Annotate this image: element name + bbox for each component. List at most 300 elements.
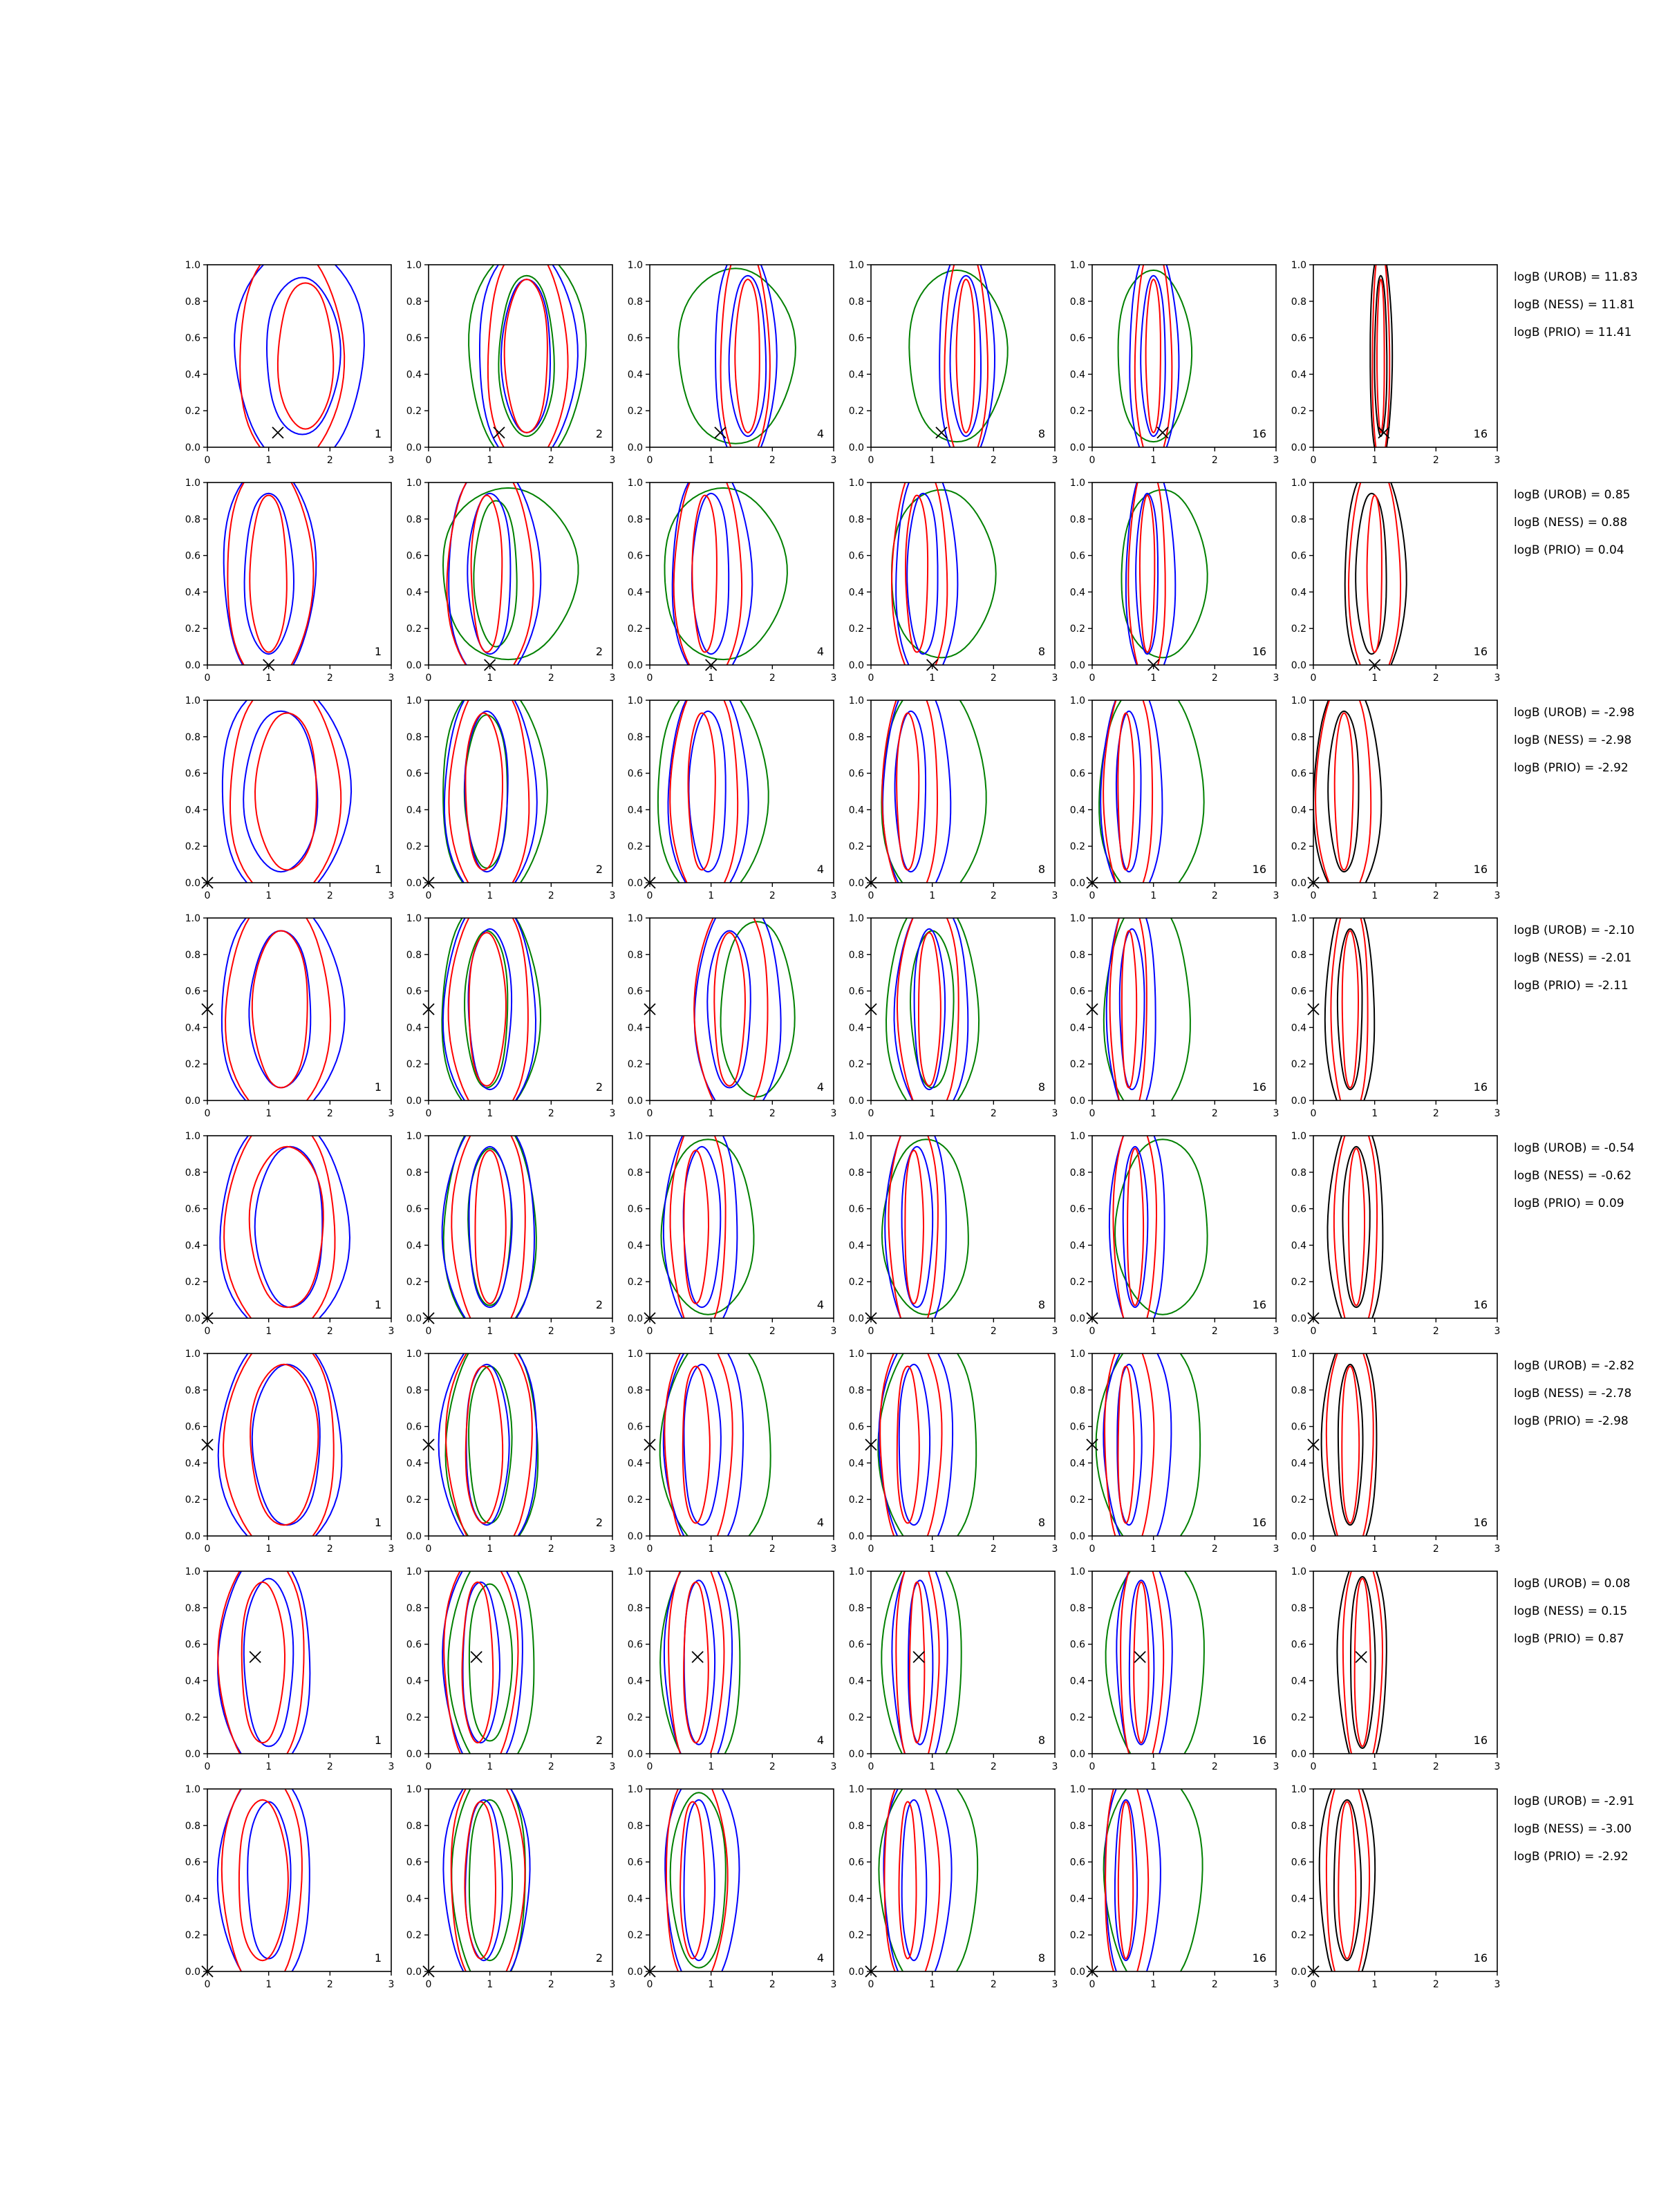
y-tick-label: 0.6 [1291,768,1306,780]
x-tick-label: 0 [868,1108,874,1119]
y-tick-label: 1.0 [627,1784,643,1795]
y-tick-label: 0.8 [185,1602,200,1614]
y-tick-label: 0.4 [406,805,422,816]
contour-group [892,465,996,684]
x-tick-label: 2 [1432,673,1439,684]
contour-red [505,279,547,433]
x-tick-label: 3 [609,1544,616,1555]
y-tick-label: 0.6 [848,1421,864,1433]
axes-frame [871,700,1055,883]
x-tick-label: 0 [425,455,432,466]
contour-blue [1141,276,1165,436]
x-tick-label: 1 [929,1761,936,1772]
y-tick-label: 0.4 [406,369,422,381]
y-tick-label: 0.8 [406,949,422,961]
y-tick-label: 0.4 [406,1676,422,1687]
true-value-marker [692,1651,703,1662]
y-tick-label: 0.2 [1069,841,1085,853]
x-tick-label: 3 [1494,1326,1501,1337]
contour-blue [684,1147,721,1307]
x-tick-label: 3 [388,673,395,684]
contour-green [665,488,787,659]
y-tick-label: 0.2 [848,624,864,635]
y-tick-label: 0.8 [185,731,200,743]
y-tick-label: 0.6 [1069,1639,1085,1651]
y-tick-label: 0.4 [627,1458,643,1470]
axes-frame [207,1789,391,1971]
contour-red [1118,1802,1133,1959]
panel-count-label: 16 [1473,1516,1488,1529]
x-tick-label: 2 [326,1544,333,1555]
y-tick-label: 0.8 [1069,1820,1085,1832]
y-tick-label: 0.0 [1291,1531,1306,1542]
y-tick-label: 0.4 [1069,1458,1085,1470]
y-tick-label: 0.0 [848,1531,864,1542]
y-tick-label: 0.6 [185,986,200,997]
contour-group [220,1118,350,1337]
panel-r7-c5 [1070,1553,1280,1772]
logb-annotation: logB (PRIO) = 0.09 [1514,1197,1624,1210]
y-tick-label: 0.6 [1069,1203,1085,1215]
panel-r3-c2 [406,682,616,901]
axes-frame [650,1789,834,1971]
y-tick-label: 1.0 [627,1566,643,1577]
contour-blue [449,465,541,684]
contour-red [957,279,975,433]
y-tick-label: 0.8 [848,949,864,961]
x-tick-label: 1 [265,1979,272,1990]
contour-red [683,1367,710,1524]
x-tick-label: 0 [1310,1979,1317,1990]
x-tick-label: 1 [1371,1979,1378,1990]
panel-count-label: 2 [595,427,603,440]
x-tick-label: 1 [708,1544,715,1555]
y-tick-label: 0.0 [1291,1313,1306,1324]
x-tick-label: 0 [1089,1326,1096,1337]
contour-red [1349,1149,1365,1306]
y-tick-label: 0.8 [1291,1167,1306,1179]
x-tick-label: 3 [830,1979,837,1990]
contour-group [443,1771,529,1990]
contour-red [239,1800,288,1960]
x-tick-label: 0 [1089,1544,1096,1555]
panel-count-label: 4 [816,863,824,876]
contour-green [878,1335,976,1555]
y-tick-label: 0.6 [627,332,643,344]
true-value-marker [272,427,283,438]
panel-count-label: 16 [1252,645,1266,658]
contour-red [692,496,717,653]
x-tick-label: 3 [1051,890,1058,901]
y-tick-label: 0.2 [406,1277,422,1288]
x-tick-label: 1 [487,1326,494,1337]
x-tick-label: 0 [646,1108,653,1119]
y-tick-label: 0.4 [1069,369,1085,381]
x-tick-label: 0 [204,1108,211,1119]
x-tick-label: 2 [769,1761,776,1772]
y-tick-label: 0.2 [185,1277,200,1288]
contour-red [897,1367,919,1524]
y-tick-label: 0.4 [848,369,864,381]
x-tick-label: 3 [1273,1761,1280,1772]
contour-blue [664,1118,738,1337]
contour-blue [1123,1147,1148,1307]
axes-frame [1092,482,1276,665]
contour-red [451,1771,525,1990]
y-tick-label: 0.0 [1291,1096,1306,1107]
x-tick-label: 0 [425,1326,432,1337]
contour-group [881,682,986,901]
y-tick-label: 1.0 [1291,1566,1306,1577]
contour-group [1325,900,1374,1119]
y-tick-label: 0.6 [627,768,643,780]
x-tick-label: 3 [388,1544,395,1555]
y-tick-label: 0.4 [1291,1893,1306,1905]
x-tick-label: 1 [487,673,494,684]
x-tick-label: 3 [609,1326,616,1337]
y-tick-label: 1.0 [1291,1784,1306,1795]
panel-count-label: 8 [1038,1516,1045,1529]
y-tick-label: 0.6 [1069,1857,1085,1868]
x-tick-label: 3 [830,1544,837,1555]
contour-black [1325,900,1374,1119]
y-tick-label: 1.0 [848,260,864,271]
y-tick-label: 0.4 [185,1240,200,1252]
y-tick-label: 0.0 [627,878,643,889]
panel-r7-c2 [406,1553,616,1772]
y-tick-label: 0.2 [1069,1930,1085,1942]
panel-r6-c5 [1070,1335,1280,1555]
x-tick-label: 1 [708,1326,715,1337]
y-tick-label: 0.8 [1069,1167,1085,1179]
y-tick-label: 0.4 [848,1893,864,1905]
axes-frame [1313,918,1497,1100]
y-tick-label: 0.6 [185,768,200,780]
logb-annotation: logB (UROB) = -2.91 [1514,1794,1635,1808]
logb-annotation: logB (PRIO) = 0.04 [1514,543,1624,557]
y-tick-label: 0.2 [627,406,643,418]
axes-frame [1313,1571,1497,1754]
y-tick-label: 0.6 [1291,550,1306,562]
y-tick-label: 0.8 [848,514,864,525]
contour-blue [234,247,364,466]
panel-count-label: 16 [1473,645,1488,658]
y-tick-label: 0.2 [1291,1277,1306,1288]
y-tick-label: 0.6 [185,1639,200,1651]
y-tick-label: 1.0 [848,695,864,706]
y-tick-label: 0.6 [406,332,422,344]
y-tick-label: 0.0 [406,878,422,889]
contour-blue [1100,682,1162,901]
y-tick-label: 0.2 [848,1930,864,1942]
x-tick-label: 0 [646,1326,653,1337]
y-tick-label: 0.4 [185,1893,200,1905]
y-tick-label: 0.8 [627,1602,643,1614]
panel-r8-c5 [1070,1771,1280,1990]
panel-count-label: 16 [1252,1734,1266,1747]
y-tick-label: 0.0 [185,442,200,453]
y-tick-label: 0.0 [185,660,200,671]
logb-annotation: logB (NESS) = -2.01 [1514,951,1632,965]
y-tick-label: 1.0 [848,1784,864,1795]
y-tick-label: 0.4 [627,805,643,816]
y-tick-label: 0.6 [185,1203,200,1215]
panel-r5-c3 [628,1118,837,1337]
y-tick-label: 0.8 [406,514,422,525]
x-tick-label: 2 [326,1108,333,1119]
x-tick-label: 1 [708,455,715,466]
panel-r1-c1 [185,247,395,466]
y-tick-label: 0.2 [848,1712,864,1724]
x-tick-label: 2 [769,1544,776,1555]
x-tick-label: 0 [1310,1544,1317,1555]
y-tick-label: 1.0 [1069,1566,1085,1577]
contour-group [1096,1335,1201,1555]
contour-blue [689,711,726,872]
y-tick-label: 0.4 [848,1022,864,1034]
contour-group [1122,465,1208,684]
x-tick-label: 3 [1494,673,1501,684]
y-tick-label: 0.8 [848,1820,864,1832]
contour-group [218,1553,310,1772]
contour-blue [444,682,537,901]
x-tick-label: 1 [708,1761,715,1772]
true-value-marker [1356,1651,1367,1662]
y-tick-label: 0.8 [1069,1602,1085,1614]
y-tick-label: 0.0 [406,442,422,453]
x-tick-label: 1 [929,890,936,901]
x-tick-label: 0 [646,1761,653,1772]
panel-r3-c1 [185,682,395,901]
panel-count-label: 8 [1038,1734,1045,1747]
y-tick-label: 0.2 [185,1494,200,1506]
x-tick-label: 3 [1273,890,1280,901]
true-value-marker [1134,1651,1145,1662]
y-tick-label: 0.2 [627,1059,643,1071]
x-tick-label: 0 [425,1108,432,1119]
y-tick-label: 0.0 [185,1313,200,1324]
y-tick-label: 0.0 [627,1096,643,1107]
panel-r7-c3 [628,1553,837,1772]
panel-r4-c6 [1291,900,1501,1119]
y-tick-label: 0.6 [1069,768,1085,780]
axes-frame [1313,1789,1497,1971]
y-tick-label: 0.8 [848,296,864,308]
contour-blue [443,900,536,1119]
contour-blue [894,900,968,1119]
x-tick-label: 0 [204,890,211,901]
y-tick-label: 1.0 [1291,1131,1306,1142]
contour-red [225,900,330,1119]
x-tick-label: 2 [1211,1108,1218,1119]
y-tick-label: 0.2 [185,1059,200,1071]
x-tick-label: 2 [547,1761,554,1772]
contour-green [469,1584,512,1741]
contour-red [1118,1367,1134,1524]
y-tick-label: 1.0 [627,695,643,706]
contour-red [919,932,941,1086]
x-tick-label: 2 [1432,1544,1439,1555]
contour-blue [252,1365,320,1525]
panel-count-label: 4 [816,427,824,440]
x-tick-label: 1 [1371,1544,1378,1555]
x-tick-label: 0 [868,673,874,684]
x-tick-label: 3 [830,1326,837,1337]
x-tick-label: 1 [1371,890,1378,901]
y-tick-label: 0.8 [1069,514,1085,525]
contour-red [666,1771,728,1990]
logb-annotation: logB (NESS) = 0.88 [1514,516,1628,529]
contour-group [469,247,586,466]
y-tick-label: 0.4 [1069,587,1085,599]
x-tick-label: 2 [1211,890,1218,901]
x-tick-label: 1 [929,455,936,466]
contour-red [250,1147,324,1307]
y-tick-label: 0.2 [1291,1059,1306,1071]
x-tick-label: 2 [547,1326,554,1337]
contour-red [905,1150,924,1304]
contour-group [1322,1335,1377,1555]
y-tick-label: 0.2 [1069,1277,1085,1288]
y-tick-label: 0.0 [1069,1531,1085,1542]
y-tick-label: 0.4 [185,1458,200,1470]
contour-group [694,900,795,1119]
panel-count-label: 1 [374,1951,382,1965]
x-tick-label: 1 [708,673,715,684]
contour-group [1310,682,1381,901]
contour-group [878,1335,976,1555]
y-tick-label: 0.4 [1291,587,1306,599]
y-tick-label: 0.0 [848,660,864,671]
y-tick-label: 0.8 [627,1385,643,1396]
x-tick-label: 2 [547,1108,554,1119]
y-tick-label: 0.6 [1069,550,1085,562]
x-tick-label: 2 [990,1326,997,1337]
y-tick-label: 0.2 [1291,1712,1306,1724]
panel-r2-c4 [849,465,1058,684]
y-tick-label: 0.2 [406,1930,422,1942]
x-tick-label: 2 [326,890,333,901]
contour-red [1367,496,1382,653]
x-tick-label: 2 [326,1761,333,1772]
x-tick-label: 3 [1051,1979,1058,1990]
contour-group [665,465,787,684]
y-tick-label: 0.2 [848,841,864,853]
y-tick-label: 0.4 [627,369,643,381]
x-tick-label: 0 [868,1326,874,1337]
y-tick-label: 0.4 [627,1022,643,1034]
x-tick-label: 0 [1310,890,1317,901]
y-tick-label: 0.4 [627,1893,643,1905]
contour-green [448,1553,534,1772]
y-tick-label: 0.2 [185,406,200,418]
panel-count-label: 1 [374,645,382,658]
x-tick-label: 1 [487,1761,494,1772]
y-tick-label: 0.4 [848,1240,864,1252]
y-tick-label: 0.8 [1069,296,1085,308]
x-tick-label: 3 [1273,1979,1280,1990]
panel-count-label: 16 [1252,863,1266,876]
x-tick-label: 2 [769,1108,776,1119]
contour-red [1122,931,1136,1088]
x-tick-label: 1 [929,1979,936,1990]
contour-green [909,270,1007,442]
x-tick-label: 1 [1150,1544,1157,1555]
logb-annotation: logB (NESS) = -2.78 [1514,1387,1632,1400]
panel-r2-c2 [406,465,616,684]
contour-group [660,1553,740,1772]
y-tick-label: 0.0 [185,1749,200,1760]
y-tick-label: 1.0 [185,1349,200,1360]
contour-group [1118,247,1192,466]
logb-annotation: logB (PRIO) = -2.92 [1514,761,1629,775]
contour-black [1337,1553,1386,1772]
y-tick-label: 0.2 [1069,624,1085,635]
y-tick-label: 0.8 [627,949,643,961]
y-tick-label: 0.4 [1291,1458,1306,1470]
contour-red [1335,713,1353,870]
y-tick-label: 0.4 [1291,805,1306,816]
panel-r1-c4 [849,247,1058,466]
contour-black [1328,711,1358,872]
x-tick-label: 1 [1371,673,1378,684]
contour-group [1370,247,1392,466]
contour-group [222,900,345,1119]
x-tick-label: 0 [425,1544,432,1555]
y-tick-label: 1.0 [185,1566,200,1577]
contour-green [498,276,554,436]
y-tick-label: 0.0 [406,1531,422,1542]
x-tick-label: 1 [708,890,715,901]
panel-count-label: 16 [1473,1734,1488,1747]
y-tick-label: 0.4 [1291,1022,1306,1034]
contour-blue [665,1771,739,1990]
panel-count-label: 16 [1473,1080,1488,1094]
x-tick-label: 3 [1051,1544,1058,1555]
x-tick-label: 0 [646,890,653,901]
y-tick-label: 0.6 [406,1857,422,1868]
x-tick-label: 2 [1211,1761,1218,1772]
y-tick-label: 0.6 [1069,986,1085,997]
logb-annotation: logB (UROB) = -0.54 [1514,1141,1635,1155]
y-tick-label: 0.2 [406,1059,422,1071]
x-tick-label: 0 [204,1979,211,1990]
x-tick-label: 0 [1310,1108,1317,1119]
contour-red [278,283,333,429]
contour-group [223,682,351,901]
y-tick-label: 0.4 [1291,1676,1306,1687]
true-value-marker [913,1651,924,1662]
panel-r4-c1 [185,900,395,1119]
y-tick-label: 0.8 [406,1602,422,1614]
x-tick-label: 1 [929,1108,936,1119]
axes-frame [871,265,1055,447]
logb-annotation: logB (UROB) = 0.85 [1514,488,1631,502]
contour-blue [684,1580,715,1745]
y-tick-label: 0.0 [627,1967,643,1978]
y-tick-label: 0.2 [406,1712,422,1724]
contour-group [662,1118,754,1337]
y-tick-label: 1.0 [627,1131,643,1142]
y-tick-label: 1.0 [185,1784,200,1795]
panel-count-label: 1 [374,427,382,440]
logb-annotation: logB (NESS) = -2.98 [1514,733,1632,747]
axes-frame [1092,265,1276,447]
y-tick-label: 0.6 [406,768,422,780]
y-tick-label: 0.8 [848,1602,864,1614]
contour-blue [223,682,351,901]
contour-group [881,1553,961,1772]
